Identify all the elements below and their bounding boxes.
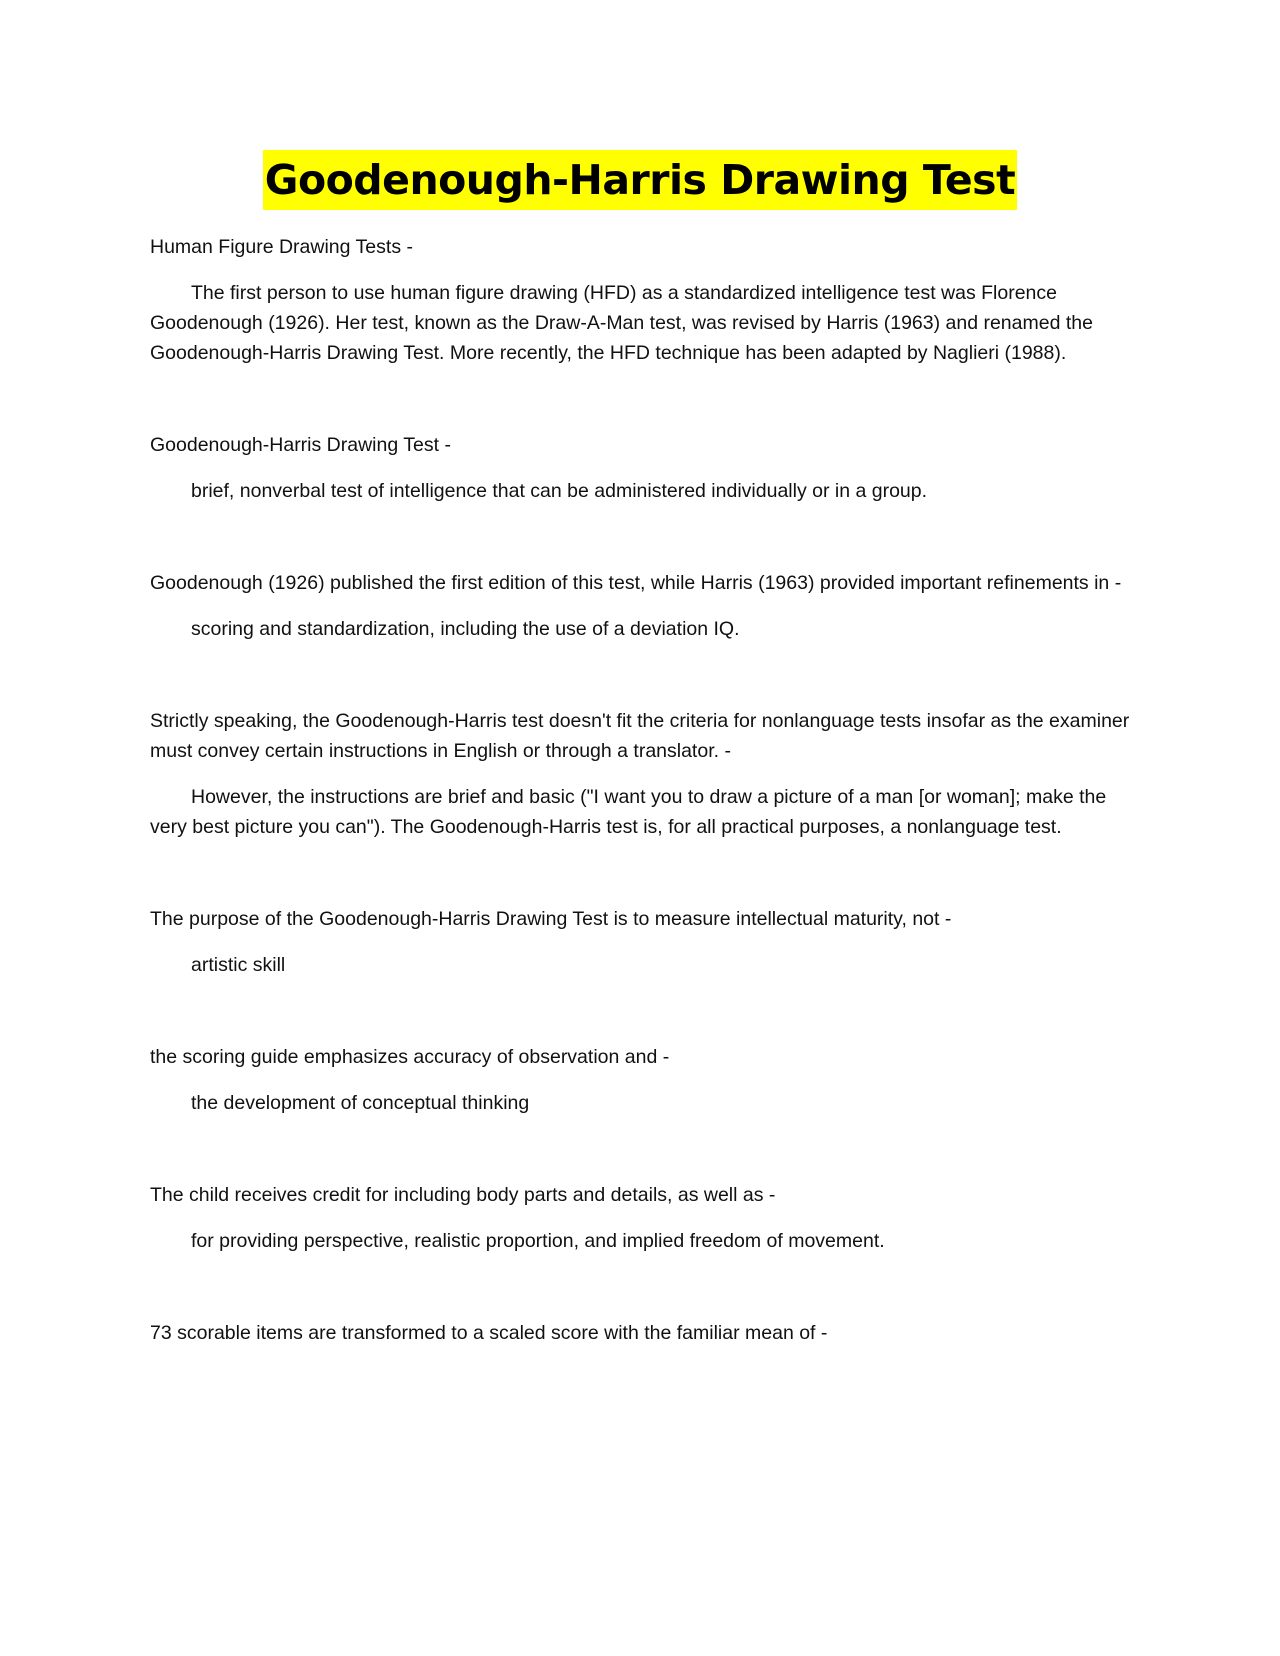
answer-text: scoring and standardization, including the use of a deviation IQ. [191, 618, 740, 640]
question-text: Strictly speaking, the Goodenough-Harris test doesn't fit the criteria for nonlanguage tests insofar as the examiner must convey certain instructions in English or through a translator. - [150, 710, 1130, 762]
qa-item-1 [150, 232, 1130, 368]
question-text: Goodenough-Harris Drawing Test - [150, 434, 451, 456]
qa-item-4 [150, 706, 1130, 842]
qa-item-3 [150, 568, 1130, 644]
document-body [150, 232, 1130, 1364]
question-text: Human Figure Drawing Tests - [150, 236, 413, 258]
qa-item-7 [150, 1180, 1130, 1256]
question-text: the scoring guide emphasizes accuracy of observation and - [150, 1046, 670, 1068]
qa-item-6 [150, 1042, 1130, 1118]
answer-text: artistic skill [191, 954, 286, 976]
qa-item-8 [150, 1318, 1130, 1348]
question-text: Goodenough (1926) published the first edition of this test, while Harris (1963) provided important refinements in - [150, 572, 1122, 594]
answer-text: brief, nonverbal test of intelligence that can be administered individually or in a group. [191, 480, 928, 502]
answer-text: for providing perspective, realistic proportion, and implied freedom of movement. [191, 1230, 885, 1252]
question-text: The child receives credit for including body parts and details, as well as - [150, 1184, 776, 1206]
question-text: 73 scorable items are transformed to a scaled score with the familiar mean of - [150, 1322, 828, 1344]
document-title: Goodenough-Harris Drawing Test [263, 150, 1017, 210]
title-wrapper [0, 150, 1280, 210]
answer-text: However, the instructions are brief and basic ("I want you to draw a picture of a man [or woman]; make the very best picture you can"). The Goodenough-Harris test is, for all practical purposes, a nonlanguage test. [150, 786, 1107, 838]
answer-text: The first person to use human figure drawing (HFD) as a standardized intelligence test was Florence Goodenough (1926). Her test, known as the Draw-A-Man test, was revised by Harris (1963) and renamed the Goodenough-Harris Drawing Test. More recently, the HFD technique has been adapted by Naglieri (1988). [150, 282, 1093, 364]
qa-item-5 [150, 904, 1130, 980]
answer-text: the development of conceptual thinking [191, 1092, 530, 1114]
question-text: The purpose of the Goodenough-Harris Drawing Test is to measure intellectual maturity, not - [150, 908, 952, 930]
qa-item-2 [150, 430, 1130, 506]
